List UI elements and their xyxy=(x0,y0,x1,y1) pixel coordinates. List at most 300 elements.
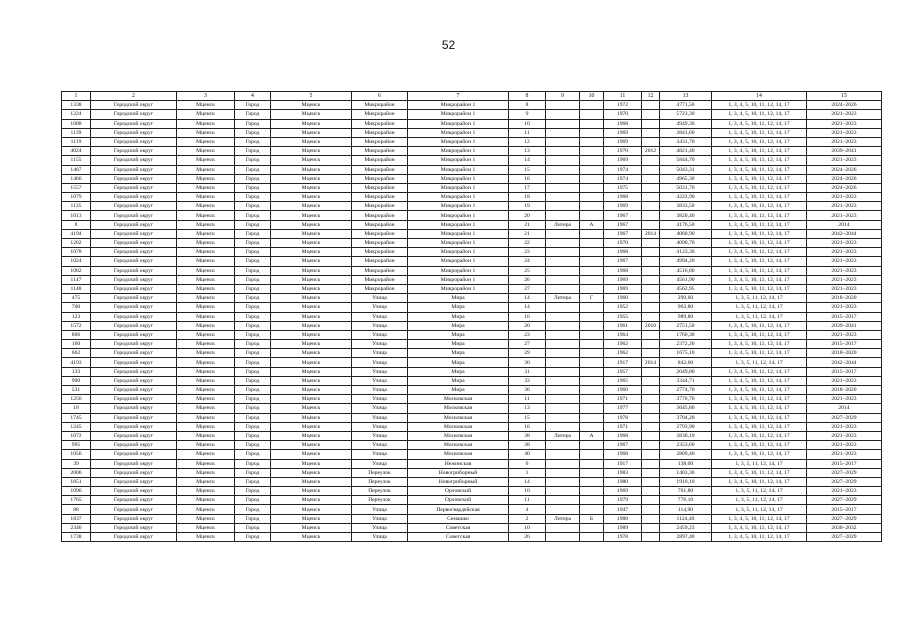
table-cell xyxy=(642,496,660,505)
table-cell xyxy=(546,101,580,110)
table-row xyxy=(62,450,882,459)
table-cell: Город xyxy=(235,533,271,542)
table-cell: Московская xyxy=(408,413,509,422)
table-row xyxy=(62,110,882,119)
header-row xyxy=(62,92,882,101)
table-cell xyxy=(642,294,660,303)
table-cell: 1960 xyxy=(604,386,642,395)
table-row xyxy=(62,165,882,174)
table-cell: Городской округ xyxy=(91,450,177,459)
table-cell xyxy=(642,239,660,248)
table-row xyxy=(62,413,882,422)
table-cell: Улица xyxy=(352,413,408,422)
table-cell: 26 xyxy=(509,275,546,284)
table-cell: 14 xyxy=(509,477,546,486)
table-cell: Город xyxy=(235,165,271,174)
table-cell xyxy=(546,312,580,321)
table-row xyxy=(62,431,882,440)
table-cell: 1675,10 xyxy=(660,349,712,358)
table-cell xyxy=(546,266,580,275)
table-cell xyxy=(642,248,660,257)
table-cell xyxy=(580,422,604,431)
table-cell: 1, 3, 5, 11, 12, 14, 17 xyxy=(712,312,807,321)
table-cell: 2018–2020 xyxy=(807,349,882,358)
table-cell: Город xyxy=(235,386,271,395)
table-cell: Город xyxy=(235,340,271,349)
table-cell: Мценск xyxy=(271,523,352,532)
table-cell: Городской округ xyxy=(91,330,177,339)
table-cell xyxy=(642,156,660,165)
table-cell xyxy=(580,321,604,330)
table-cell: 23 xyxy=(509,330,546,339)
table-cell: 4222,90 xyxy=(660,193,712,202)
table-cell: Мценск xyxy=(271,386,352,395)
table-cell: Город xyxy=(235,303,271,312)
table-cell: 2010 xyxy=(642,321,660,330)
table-cell: Мценск xyxy=(177,422,235,431)
table-cell: 900 xyxy=(62,376,91,385)
table-cell: 1072 xyxy=(62,431,91,440)
table-cell: 299,60 xyxy=(660,294,712,303)
table-cell xyxy=(642,431,660,440)
table-cell: Улица xyxy=(352,349,408,358)
table-cell: 4193 xyxy=(62,358,91,367)
table-cell xyxy=(580,229,604,238)
table-cell: 1968 xyxy=(604,431,642,440)
table-cell: 2021–2023 xyxy=(807,239,882,248)
table-cell: 14 xyxy=(509,294,546,303)
table-row xyxy=(62,266,882,275)
column-header: 2 xyxy=(91,92,177,101)
table-cell: 2021–2023 xyxy=(807,110,882,119)
table-cell: 1466 xyxy=(62,174,91,183)
table-cell: 2021–2023 xyxy=(807,487,882,496)
table-cell: Микрорайон xyxy=(352,110,408,119)
table-cell: Московская xyxy=(408,395,509,404)
table-cell: Семашко xyxy=(408,514,509,523)
table-cell xyxy=(546,450,580,459)
table-cell: Микрорайон xyxy=(352,248,408,257)
table-row xyxy=(62,275,882,284)
table-cell: Город xyxy=(235,468,271,477)
table-cell: Мценск xyxy=(271,312,352,321)
table-cell xyxy=(546,358,580,367)
table-cell: Мценск xyxy=(177,441,235,450)
table-cell: 1135 xyxy=(62,202,91,211)
table-cell xyxy=(580,183,604,192)
table-cell: 88 xyxy=(62,505,91,514)
table-cell: 1082 xyxy=(62,266,91,275)
table-cell: 4561,90 xyxy=(660,275,712,284)
table-cell: Улица xyxy=(352,358,408,367)
table-cell: 1837 xyxy=(62,514,91,523)
table-cell: Город xyxy=(235,183,271,192)
table-row xyxy=(62,174,882,183)
table-cell xyxy=(642,487,660,496)
table-cell: 11 xyxy=(509,496,546,505)
table-cell: Мценск xyxy=(271,487,352,496)
table-cell: Город xyxy=(235,248,271,257)
table-cell: Мценск xyxy=(271,294,352,303)
table-cell: 1971 xyxy=(604,422,642,431)
table-cell: Мценск xyxy=(271,156,352,165)
table-cell: 1, 3, 4, 5, 10, 11, 12, 14, 17 xyxy=(712,386,807,395)
table-cell: 36 xyxy=(509,386,546,395)
table-cell: Мценск xyxy=(177,496,235,505)
table-cell: 1967 xyxy=(604,441,642,450)
table-cell: Мценск xyxy=(271,174,352,183)
table-cell: Городской округ xyxy=(91,505,177,514)
table-cell: Улица xyxy=(352,523,408,532)
table-cell: Город xyxy=(235,211,271,220)
table-cell xyxy=(546,248,580,257)
table-row xyxy=(62,248,882,257)
table-cell: 531 xyxy=(62,386,91,395)
table-cell xyxy=(642,202,660,211)
table-cell: Мценск xyxy=(271,441,352,450)
table-cell: 1978 xyxy=(604,413,642,422)
table-cell: Город xyxy=(235,321,271,330)
table-row xyxy=(62,477,882,486)
table-cell: Мценск xyxy=(177,523,235,532)
column-header: 11 xyxy=(604,92,642,101)
table-cell: 3776,70 xyxy=(660,395,712,404)
table-cell: 8 xyxy=(509,101,546,110)
table-cell: 2809,40 xyxy=(660,450,712,459)
table-cell xyxy=(580,340,604,349)
table-cell: 4194 xyxy=(62,229,91,238)
table-cell xyxy=(546,303,580,312)
table-cell: 1968 xyxy=(604,193,642,202)
table-cell: Мира xyxy=(408,312,509,321)
table-cell: Городской округ xyxy=(91,349,177,358)
table-cell xyxy=(642,386,660,395)
table-cell: Московская xyxy=(408,422,509,431)
table-cell: 1, 3, 5, 11, 12, 14, 17 xyxy=(712,505,807,514)
table-cell: 2021–2023 xyxy=(807,441,882,450)
table-cell: Микрорайон xyxy=(352,220,408,229)
table-cell: Микрорайон 1 xyxy=(408,128,509,137)
table-cell: Улица xyxy=(352,450,408,459)
table-cell: 2015–2017 xyxy=(807,312,882,321)
table-cell xyxy=(580,441,604,450)
table-cell: Микрорайон 1 xyxy=(408,174,509,183)
table-cell: 2021–2023 xyxy=(807,156,882,165)
table-cell: 1148 xyxy=(62,284,91,293)
table-cell: Город xyxy=(235,284,271,293)
table-cell: Микрорайон 1 xyxy=(408,229,509,238)
table-cell: 6 xyxy=(509,459,546,468)
table-cell: 1, 3, 4, 5, 10, 11, 12, 14, 17 xyxy=(712,248,807,257)
table-cell: Мира xyxy=(408,321,509,330)
table-cell xyxy=(642,330,660,339)
table-cell: 2027–2029 xyxy=(807,413,882,422)
table-cell: Мценск xyxy=(177,303,235,312)
table-cell: А xyxy=(580,431,604,440)
table-row xyxy=(62,229,882,238)
table-cell: 1, 3, 4, 5, 10, 11, 12, 14, 17 xyxy=(712,349,807,358)
table-cell: 1013 xyxy=(62,211,91,220)
table-cell: 4821,40 xyxy=(660,147,712,156)
table-cell: 1, 3, 4, 5, 10, 11, 12, 14, 17 xyxy=(712,523,807,532)
table-cell: 1467 xyxy=(62,165,91,174)
table-cell: Мценск xyxy=(271,514,352,523)
table-cell: Мценск xyxy=(271,376,352,385)
table-row xyxy=(62,523,882,532)
table-cell xyxy=(546,137,580,146)
table-cell: 39 xyxy=(62,459,91,468)
table-cell xyxy=(580,487,604,496)
table-cell: Микрорайон 1 xyxy=(408,257,509,266)
table-cell: Микрорайон 1 xyxy=(408,119,509,128)
table-cell: Городской округ xyxy=(91,156,177,165)
table-cell: Город xyxy=(235,156,271,165)
table-cell: 1, 3, 4, 5, 10, 11, 12, 14, 17 xyxy=(712,367,807,376)
table-cell: 1745 xyxy=(62,413,91,422)
table-cell xyxy=(580,450,604,459)
table-cell: 1124,40 xyxy=(660,514,712,523)
table-cell: 21 xyxy=(509,220,546,229)
table-cell: Городской округ xyxy=(91,386,177,395)
table-cell: Город xyxy=(235,523,271,532)
table-cell: Мценск xyxy=(177,367,235,376)
table-cell: 1972 xyxy=(604,101,642,110)
table-cell xyxy=(546,174,580,183)
table-cell: 2027–2029 xyxy=(807,496,882,505)
table-cell: Мценск xyxy=(271,340,352,349)
table-cell: Микрорайон 1 xyxy=(408,202,509,211)
table-cell: Литера xyxy=(546,294,580,303)
table-cell: 23 xyxy=(509,248,546,257)
table-cell xyxy=(580,165,604,174)
table-cell: Мценск xyxy=(177,257,235,266)
table-cell: Улица xyxy=(352,459,408,468)
table-cell: 1557 xyxy=(62,183,91,192)
table-cell: 2024–2026 xyxy=(807,174,882,183)
table-cell: Город xyxy=(235,487,271,496)
table-cell xyxy=(546,477,580,486)
table-cell: 2021–2023 xyxy=(807,266,882,275)
table-cell xyxy=(546,284,580,293)
table-cell xyxy=(546,395,580,404)
table-cell: Мценск xyxy=(177,202,235,211)
table-cell: Мценск xyxy=(177,431,235,440)
table-cell: 1, 3, 4, 5, 10, 11, 12, 14, 17 xyxy=(712,514,807,523)
table-cell xyxy=(580,137,604,146)
table-cell: Городской округ xyxy=(91,413,177,422)
table-cell: Микрорайон xyxy=(352,193,408,202)
table-cell: Мценск xyxy=(271,459,352,468)
table-cell xyxy=(580,174,604,183)
table-cell: 1952 xyxy=(604,303,642,312)
table-cell: Город xyxy=(235,266,271,275)
table-cell: Мценск xyxy=(271,165,352,174)
table-cell: Микрорайон 1 xyxy=(408,193,509,202)
table-cell: 12 xyxy=(509,137,546,146)
table-cell: 1338 xyxy=(62,101,91,110)
table-cell: Городской округ xyxy=(91,487,177,496)
table-cell: Городской округ xyxy=(91,321,177,330)
table-cell: 16 xyxy=(509,422,546,431)
table-cell xyxy=(580,413,604,422)
table-cell: 2372,20 xyxy=(660,340,712,349)
table-cell: Мценск xyxy=(177,505,235,514)
table-row xyxy=(62,404,882,413)
table-cell: 1964 xyxy=(604,330,642,339)
table-cell: 18 xyxy=(62,404,91,413)
table-cell xyxy=(546,110,580,119)
table-cell: 20 xyxy=(509,321,546,330)
table-row xyxy=(62,239,882,248)
table-cell xyxy=(546,349,580,358)
table-cell: Мценск xyxy=(177,128,235,137)
table-cell xyxy=(642,284,660,293)
table-cell: Микрорайон xyxy=(352,211,408,220)
table-cell: 2027–2029 xyxy=(807,468,882,477)
table-cell xyxy=(642,220,660,229)
table-cell: 2751,50 xyxy=(660,321,712,330)
table-cell: 2021–2023 xyxy=(807,450,882,459)
table-cell: Мценск xyxy=(271,119,352,128)
table-cell: 1967 xyxy=(604,257,642,266)
table-cell: 1738 xyxy=(62,533,91,542)
table-row xyxy=(62,367,882,376)
table-cell: 842,60 xyxy=(660,358,712,367)
table-cell: Мценск xyxy=(271,220,352,229)
table-cell xyxy=(546,404,580,413)
table-cell: Новогриборный xyxy=(408,468,509,477)
table-cell xyxy=(546,321,580,330)
table-cell: Микрорайон 1 xyxy=(408,156,509,165)
table-cell: 4562,95 xyxy=(660,284,712,293)
table-cell: Городской округ xyxy=(91,376,177,385)
table-cell xyxy=(642,404,660,413)
table-cell xyxy=(546,496,580,505)
table-cell: 1, 3, 4, 5, 10, 11, 12, 14, 17 xyxy=(712,376,807,385)
table-cell: Переулок xyxy=(352,477,408,486)
table-cell: 1968 xyxy=(604,450,642,459)
table-cell: 2774,70 xyxy=(660,386,712,395)
table-cell xyxy=(546,165,580,174)
table-cell: 27 xyxy=(509,340,546,349)
table-cell xyxy=(642,459,660,468)
table-cell: 1, 3, 4, 5, 10, 11, 12, 14, 17 xyxy=(712,202,807,211)
table-cell: Мценск xyxy=(271,349,352,358)
table-cell xyxy=(546,202,580,211)
table-cell: 4965,30 xyxy=(660,174,712,183)
table-cell: Улица xyxy=(352,422,408,431)
table-cell: Городской округ xyxy=(91,367,177,376)
table-cell: Мценск xyxy=(271,321,352,330)
table-cell: 3841,60 xyxy=(660,128,712,137)
table-cell: А xyxy=(580,220,604,229)
table-cell: 1, 3, 4, 5, 10, 11, 12, 14, 17 xyxy=(712,193,807,202)
table-cell: Мценск xyxy=(177,514,235,523)
table-cell xyxy=(580,477,604,486)
table-cell: 1224 xyxy=(62,110,91,119)
table-cell: 29 xyxy=(509,349,546,358)
table-cell: 963,80 xyxy=(660,303,712,312)
table-cell: Улица xyxy=(352,303,408,312)
table-cell: Литера xyxy=(546,220,580,229)
table-cell: Городской округ xyxy=(91,404,177,413)
table-cell: Городской округ xyxy=(91,514,177,523)
table-row xyxy=(62,101,882,110)
table-cell: 38 xyxy=(509,441,546,450)
table-cell: Микрорайон xyxy=(352,137,408,146)
table-cell xyxy=(546,183,580,192)
table-cell: 31 xyxy=(509,367,546,376)
table-cell: 2021–2023 xyxy=(807,330,882,339)
table-cell xyxy=(546,147,580,156)
table-cell: 1, 3, 5, 11, 12, 14, 17 xyxy=(712,294,807,303)
table-cell: 1, 3, 4, 5, 10, 11, 12, 14, 17 xyxy=(712,422,807,431)
table-cell: 138,00 xyxy=(660,459,712,468)
table-cell: 662 xyxy=(62,349,91,358)
table-cell: Город xyxy=(235,395,271,404)
table-cell: Городской округ xyxy=(91,220,177,229)
table-cell: Переулок xyxy=(352,496,408,505)
table-cell: Город xyxy=(235,128,271,137)
column-header: 4 xyxy=(235,92,271,101)
table-cell: 1969 xyxy=(604,275,642,284)
table-cell: 1969 xyxy=(604,156,642,165)
table-cell: 3820,40 xyxy=(660,211,712,220)
table-cell xyxy=(546,239,580,248)
table-cell: Нежинская xyxy=(408,459,509,468)
table-cell xyxy=(546,330,580,339)
column-header: 8 xyxy=(509,92,546,101)
table-cell xyxy=(546,128,580,137)
table-row xyxy=(62,284,882,293)
table-cell: 1079 xyxy=(62,193,91,202)
table-cell: Город xyxy=(235,119,271,128)
table-cell: 1, 3, 4, 5, 10, 11, 12, 14, 17 xyxy=(712,330,807,339)
table-cell xyxy=(546,523,580,532)
table-cell: Мценск xyxy=(271,101,352,110)
table-cell: 2021–2023 xyxy=(807,257,882,266)
table-cell: 8 xyxy=(62,220,91,229)
table-cell: 9 xyxy=(509,110,546,119)
table-cell xyxy=(580,386,604,395)
table-cell xyxy=(580,459,604,468)
table-cell: Городской округ xyxy=(91,174,177,183)
table-cell: 1, 3, 4, 5, 10, 11, 12, 14, 17 xyxy=(712,229,807,238)
table-cell xyxy=(580,395,604,404)
table-cell: 2024–2026 xyxy=(807,101,882,110)
table-cell: Мценск xyxy=(271,468,352,477)
table-cell: Городской округ xyxy=(91,441,177,450)
table-cell: 1968 xyxy=(604,248,642,257)
table-cell: Город xyxy=(235,147,271,156)
table-cell: Мценск xyxy=(177,275,235,284)
table-cell: Мценск xyxy=(177,174,235,183)
table-cell: 2021–2023 xyxy=(807,284,882,293)
table-cell: Микрорайон 1 xyxy=(408,165,509,174)
table-cell: 2018–2020 xyxy=(807,294,882,303)
table-cell: 1, 3, 4, 5, 10, 11, 12, 14, 17 xyxy=(712,321,807,330)
table-cell: 4176,50 xyxy=(660,220,712,229)
table-cell xyxy=(580,349,604,358)
table-cell xyxy=(546,340,580,349)
table-cell: 14 xyxy=(509,303,546,312)
table-cell xyxy=(580,266,604,275)
table-cell: 11 xyxy=(509,128,546,137)
table-cell xyxy=(580,533,604,542)
table-header xyxy=(62,92,882,101)
table-row xyxy=(62,137,882,146)
table-cell: 1, 3, 4, 5, 10, 11, 12, 14, 17 xyxy=(712,441,807,450)
